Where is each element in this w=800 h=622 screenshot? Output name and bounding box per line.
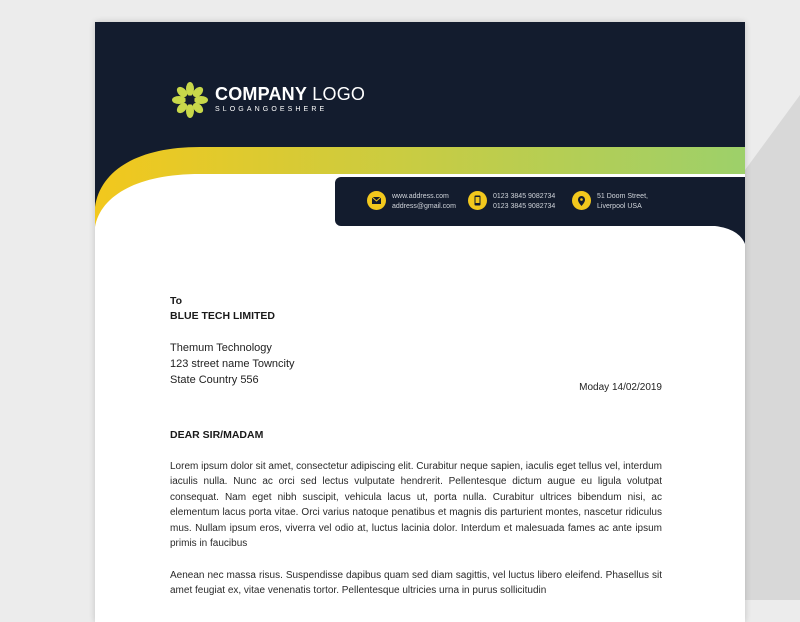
phone-icon [468,191,487,210]
location-pin-icon [572,191,591,210]
recipient-address-line-3: State Country 556 [170,374,259,386]
recipient-address-line-1: Themum Technology [170,342,272,354]
contact-phone-1: 0123 3845 9082734 [493,193,556,200]
logo-slogan: SLOGANGOESHERE [215,106,328,113]
contact-address-street: 51 Doom Street, [597,193,648,200]
to-label: To [170,295,183,307]
logo-title-light: LOGO [312,84,366,104]
logo-title [215,84,365,105]
contact-email-website: www.address.com [392,193,449,200]
salutation: DEAR SIR/MADAM [170,429,264,441]
logo-title-bold: COMPANY [215,84,308,104]
recipient-address-line-2: 123 street name Towncity [170,358,295,370]
letterhead-header-band [95,22,745,272]
flower-logo-icon [170,80,210,120]
recipient-name: BLUE TECH LIMITED [170,310,275,322]
contact-address-city: Liverpool USA [597,203,642,210]
letter-date: Moday 14/02/2019 [579,382,662,393]
contact-email-address: address@gmail.com [392,203,456,210]
letterhead-page [95,22,745,622]
body-paragraph-1: Lorem ipsum dolor sit amet, consectetur adipiscing elit. Curabitur neque sapien, iaculis eget tellus vel, interdum iaculis nulla. Nunc ac orci sed lectus vulputate hendrerit. Pellentesque dictum augue eu ligula volutpat consequat. Nam eget nibh suscipit, vehicula lacus ut, porta nulla. Curabitur ultrices bibendum nisi, ac elementum lacus porta vitae. Orci varius natoque penatibus et magnis dis parturient montes, nascetur ridiculus mus. Nullam ipsum eros, viverra vel odio at, luctus lacinia dolor. Interdum et malesuada fames ac ante ipsum primis in faucibus [170,461,662,550]
contact-phone-2: 0123 3845 9082734 [493,203,556,210]
envelope-icon [367,191,386,210]
contact-bar [335,177,745,226]
body-paragraph-2: Aenean nec massa risus. Suspendisse dapibus quam sed diam sagittis, vel luctus libero eleifend. Phasellus sit amet feugiat ex, vitae venenatis tortor. Pellentesque ultricies urna in purus sollicitudin [170,570,662,597]
